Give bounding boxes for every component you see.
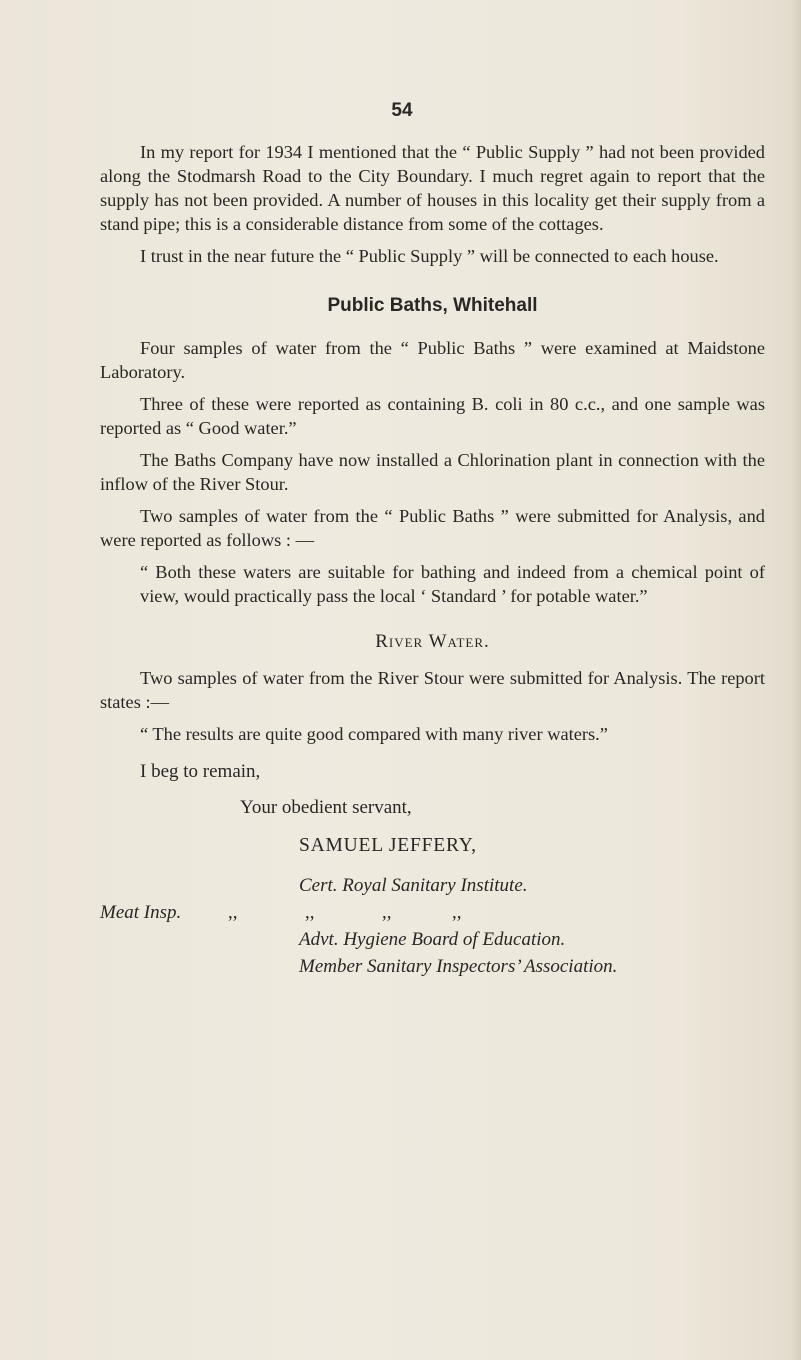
quote-bathing-waters: “ Both these waters are suitable for bathing and indeed from a chemical point of view, would practically pass the local ‘ Standard ’ for potable water.”	[140, 562, 765, 606]
credential-cert: Cert. Royal Sanitary Institute.	[299, 875, 528, 896]
credential-advt: Advt. Hygiene Board of Education.	[299, 929, 566, 950]
paragraph-coli-results: Three of these were reported as containing B. coli in 80 c.c., and one sample was reported as “ Good water.”	[100, 394, 765, 438]
paragraph-river-samples: Two samples of water from the River Stour were submitted for Analysis. The report states :—	[100, 668, 765, 712]
section-heading-river-water: River Water.	[375, 631, 490, 652]
page-number: 54	[391, 100, 413, 121]
ditto-mark: ,,	[305, 902, 315, 923]
page-edge-shadow	[791, 0, 801, 1360]
closing-servant: Your obedient servant,	[240, 797, 412, 818]
credential-meat-insp: Meat Insp.	[100, 902, 182, 923]
paragraph-chlorination: The Baths Company have now installed a Chlorination plant in connection with the inflow of the River Stour.	[100, 450, 765, 494]
quote-river-results: “ The results are quite good compared with many river waters.”	[140, 724, 608, 744]
ditto-mark: ,,	[452, 902, 462, 923]
ditto-mark: ,,	[228, 902, 238, 923]
paragraph-analysis-submitted: Two samples of water from the “ Public Baths ” were submitted for Analysis, and were reported as follows : —	[100, 506, 765, 550]
signature-name: SAMUEL JEFFERY,	[299, 835, 477, 856]
closing-remain: I beg to remain,	[140, 761, 261, 782]
credentials-block	[100, 872, 765, 980]
paragraph-public-supply: In my report for 1934 I mentioned that the “ Public Supply ” had not been provided along the Stodmarsh Road to the City Boundary. I much regret again to report that the supply has not been provided. A number of houses in this locality get their supply from a stand pipe; this is a considerable distance from some of the cottages.	[100, 142, 765, 234]
paragraph-samples-examined: Four samples of water from the “ Public Baths ” were examined at Maidstone Laboratory.	[100, 338, 765, 382]
ditto-mark: ,,	[382, 902, 392, 923]
closing-block	[100, 760, 765, 858]
document-body	[100, 140, 765, 980]
section-heading-public-baths: Public Baths, Whitehall	[327, 295, 538, 316]
credential-member: Member Sanitary Inspectors’ Association.	[299, 956, 618, 977]
paragraph-trust: I trust in the near future the “ Public Supply ” will be connected to each house.	[140, 246, 719, 266]
